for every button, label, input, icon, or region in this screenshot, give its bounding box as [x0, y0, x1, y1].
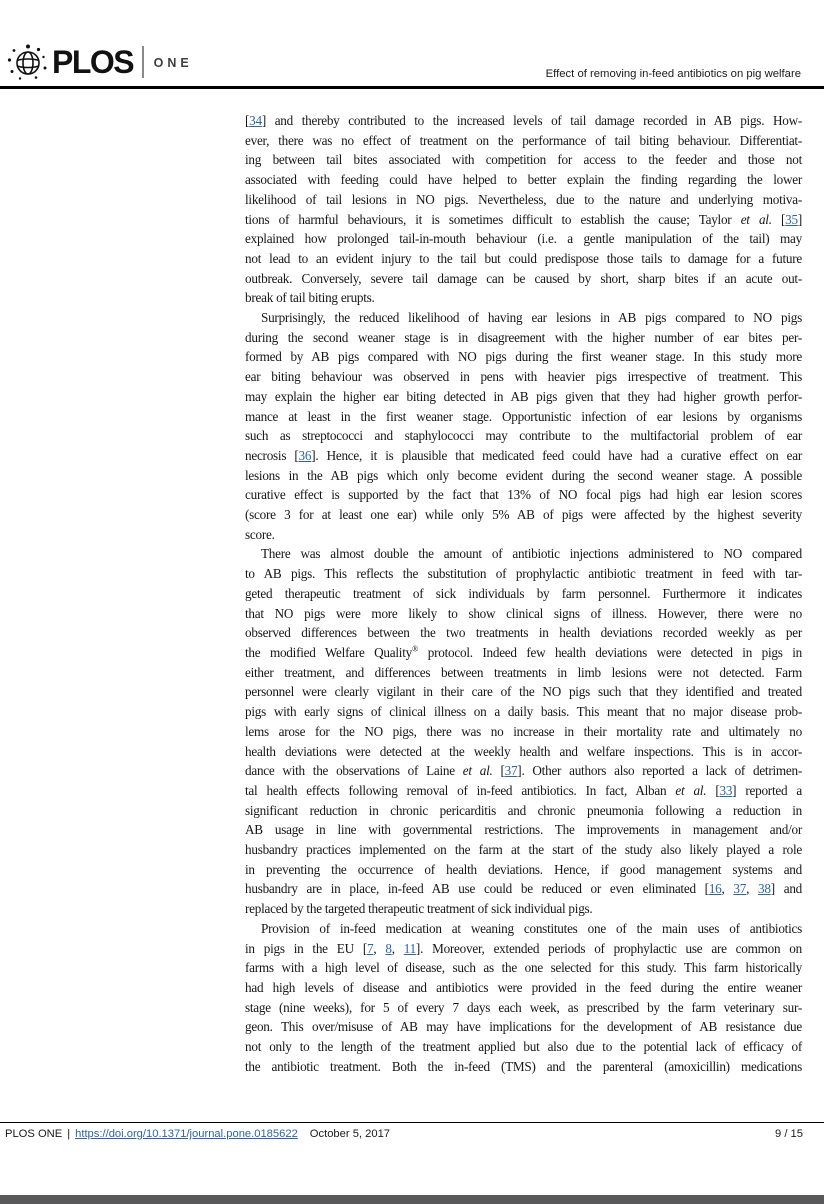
body-text: pigs with early signs of clinical illness on a daily basis. This meant that no major disease prob-: [245, 704, 802, 720]
body-text: not only to the length of the treatment applied but also due to the potential lack of efficacy of: [245, 1039, 802, 1055]
body-text: in pigs in the EU [: [245, 940, 367, 956]
text-line: [245, 229, 802, 249]
body-text: ever, there was no effect of treatment on the performance of tail biting behaviour. Differentiat-: [245, 132, 802, 148]
text-line: [245, 919, 802, 939]
body-text: explained how prolonged tail-in-mouth behaviour (i.e. a gentle manipulation of the tail) may: [245, 231, 802, 247]
body-text: ,: [373, 940, 386, 956]
body-text: farms with a high level of disease, such as the one selected for this study. This farm historically: [245, 960, 802, 976]
reference-link[interactable]: 37: [504, 763, 518, 779]
body-text: ing between tail bites associated with competition for access to the feeder and those not: [245, 152, 802, 168]
body-text: curative effect is supported by the fact that 13% of NO focal pigs had high ear lesion scores: [245, 487, 802, 503]
text-line: [245, 308, 802, 328]
body-text: likelihood of tail lesions in NO pigs. Nevertheless, due to the nature and underlying motiva-: [245, 191, 802, 207]
reference-link[interactable]: 16: [708, 881, 722, 897]
text-line: [245, 387, 802, 407]
text-line: [245, 525, 802, 545]
body-text: dance with the observations of Laine: [245, 763, 463, 779]
body-text: ,: [391, 940, 404, 956]
text-line: [245, 544, 802, 564]
text-line: [245, 604, 802, 624]
text-line: [245, 860, 802, 880]
text-line: [245, 801, 802, 821]
text-line: [245, 1057, 802, 1077]
body-text: personnel were clearly vigilant in their care of the NO pigs such that they identified and treated: [245, 684, 802, 700]
brand-wordmark: PLOS: [52, 44, 134, 80]
text-line: [245, 781, 802, 801]
body-text: [: [492, 763, 505, 779]
body-text: break of tail biting erupts.: [245, 290, 375, 306]
reference-link[interactable]: 34: [249, 113, 262, 128]
body-text: Surprisingly, the reduced likelihood of having ear lesions in AB pigs compared to NO pigs: [261, 310, 802, 326]
body-text: during the second weaner stage is in disagreement with the higher number of ear bites per-: [245, 329, 802, 345]
body-text: ,: [746, 881, 759, 897]
reference-link[interactable]: 7: [366, 940, 374, 956]
body-text: ]. Moreover, extended periods of prophylactic use are common on: [415, 940, 802, 956]
body-text: [: [771, 211, 786, 227]
body-text: stage (nine weeks), for 5 of every 7 days each week, as prescribed by the farm veterinary sur-: [245, 999, 802, 1015]
text-line: [245, 288, 802, 308]
paragraph: [245, 919, 802, 1077]
text-line: [245, 643, 802, 663]
body-text: husbandry are in place, in-feed AB use could be reduced or even eliminated [: [245, 881, 709, 897]
reference-link[interactable]: 11: [403, 940, 416, 956]
body-text: associated with feeding could have helped to better explain the finding regarding the lower: [245, 172, 802, 188]
body-text: in preventing the occurrence of health deviations. Hence, if good management systems and: [245, 861, 802, 877]
italic-text: et al.: [462, 763, 493, 779]
reference-link[interactable]: 36: [298, 447, 312, 463]
body-text: tal health effects following removal of in-feed antibiotics. In fact, Alban: [245, 782, 676, 798]
body-text: mance at least in the first weaner stage. Opportunistic infection of ear lesions by organisms: [245, 408, 802, 424]
body-text: ] and thereby contributed to the increased levels of tail damage recorded in AB pigs. How-: [261, 113, 802, 128]
body-text: ] reported a: [732, 782, 802, 798]
text-line: [245, 1037, 802, 1057]
journal-name: ONE: [153, 56, 193, 70]
text-line: [245, 978, 802, 998]
text-line: [245, 564, 802, 584]
text-line: [245, 367, 802, 387]
text-line: [245, 1017, 802, 1037]
text-line: [245, 702, 802, 722]
body-text: such as streptococci and staphylococci may contribute to the multifactorial problem of ear: [245, 428, 802, 444]
italic-text: et al.: [675, 782, 707, 798]
text-line: [245, 210, 802, 230]
body-text: ,: [721, 881, 734, 897]
text-line: [245, 269, 802, 289]
article-body: [245, 111, 802, 1076]
body-text: geon. This over/misuse of AB may have implications for the development of AB resistance due: [245, 1019, 802, 1035]
running-head: Effect of removing in-feed antibiotics on pig welfare: [545, 68, 801, 80]
body-text: ear biting behaviour was observed in pens with heavier pigs irrespective of treatment. This: [245, 369, 802, 385]
text-line: [245, 840, 802, 860]
body-text: observed differences between the two treatments in health deviations recorded weekly as per: [245, 625, 802, 641]
text-line: [245, 150, 802, 170]
text-line: [245, 170, 802, 190]
body-text: tions of harmful behaviours, it is sometimes difficult to establish the cause; Taylor: [245, 211, 741, 227]
text-line: [245, 485, 802, 505]
text-line: [245, 722, 802, 742]
body-text: ]. Other authors also reported a lack of detrimen-: [517, 763, 802, 779]
text-line: [245, 998, 802, 1018]
body-text: either treatment, and differences between treatments in limb lesions were not detected. Farm: [245, 664, 802, 680]
reference-link[interactable]: 35: [785, 211, 798, 227]
text-line: [245, 742, 802, 762]
text-line: [245, 761, 802, 781]
text-line: [245, 958, 802, 978]
doi-link[interactable]: https://doi.org/10.1371/journal.pone.0185622: [75, 1128, 298, 1140]
body-text: lesions in the AB pigs which only become evident during the second weaner stage. A possible: [245, 467, 802, 483]
body-text: score.: [245, 526, 275, 542]
footer: [5, 1128, 803, 1140]
body-text: that NO pigs were more likely to show clinical signs of illness. However, there were no: [245, 605, 802, 621]
body-text: necrosis [: [245, 447, 299, 463]
text-line: [245, 879, 802, 899]
footer-rule: [0, 1122, 824, 1123]
body-text: may explain the higher ear biting detected in AB pigs given that they had higher growth perfor-: [245, 388, 802, 404]
text-line: [245, 820, 802, 840]
text-line: [245, 190, 802, 210]
body-text: formed by AB pigs compared with NO pigs during the first weaner stage. In this study more: [245, 349, 802, 365]
body-text: [: [706, 782, 720, 798]
italic-text: et al.: [740, 211, 772, 227]
body-text: ] and: [770, 881, 803, 897]
text-line: [245, 111, 802, 131]
reference-link[interactable]: 37: [733, 881, 747, 897]
text-line: [245, 131, 802, 151]
paragraph: [245, 544, 802, 918]
header-rule: [0, 86, 824, 89]
body-text: husbandry practices implemented on the farm at the start of the study also likely played a role: [245, 842, 802, 858]
header: [6, 38, 801, 88]
body-text: There was almost double the amount of antibiotic injections administered to NO compared: [261, 546, 802, 562]
body-text: [: [245, 113, 250, 128]
text-line: [245, 899, 802, 919]
body-text: lems arose for the NO pigs, there was no increase in their mortality rate and ultimately no: [245, 723, 802, 739]
body-text: to AB pigs. This reflects the substitution of prophylactic antibiotic treatment in feed with tar-: [245, 566, 802, 582]
body-text: outbreak. Conversely, severe tail damage can be caused by short, sharp bites if an acute out-: [245, 270, 802, 286]
body-text: replaced by the targeted therapeutic treatment of sick individual pigs.: [245, 901, 593, 917]
body-text: ]. Hence, it is plausible that medicated feed could have had a curative effect on ear: [311, 447, 802, 463]
text-line: [245, 347, 802, 367]
body-text: (score 3 for at least one ear) while only 5% AB of pigs were affected by the highest severity: [245, 507, 802, 523]
body-text: significant reduction in chronic pericarditis and chronic pneumonia following a reduction in: [245, 802, 802, 818]
body-text: had high levels of disease and antibiotics were provided in the feed during the entire weaner: [245, 979, 802, 995]
reference-link[interactable]: 33: [719, 782, 733, 798]
footer-journal: PLOS ONE: [5, 1128, 63, 1140]
body-text: not lead to an evident injury to the tail but could predispose those tails to damage for a future: [245, 250, 802, 266]
footer-date: October 5, 2017: [309, 1128, 391, 1140]
text-line: [245, 663, 802, 683]
reference-link[interactable]: 38: [758, 881, 771, 897]
text-line: [245, 446, 802, 466]
text-line: [245, 939, 802, 959]
text-line: [245, 328, 802, 348]
body-text: the antibiotic treatment. Both the in-feed (TMS) and the parenteral (amoxicillin) medications: [245, 1058, 802, 1074]
paragraph: [245, 111, 802, 308]
body-text: health deviations were detected at the weekly health and welfare inspections. This is in accor-: [245, 743, 802, 759]
plos-globe-icon: [6, 40, 50, 84]
brand-divider: [142, 46, 144, 78]
text-line: [245, 505, 802, 525]
reference-link[interactable]: 8: [385, 940, 392, 956]
text-line: [245, 584, 802, 604]
body-text: geted therapeutic treatment of sick individuals by farm personnel. Furthermore it indicates: [245, 585, 802, 601]
body-text: Provision of in-feed medication at weaning constitutes one of the main uses of antibiotics: [261, 920, 802, 936]
body-text: protocol. Indeed few health deviations were detected in pigs in: [418, 644, 802, 660]
registered-trademark-symbol: ®: [411, 644, 419, 654]
text-line: [245, 623, 802, 643]
paragraph: [245, 308, 802, 544]
body-text: AB usage in line with governmental restrictions. The improvements in management and/or: [245, 822, 802, 838]
footer-separator: |: [67, 1128, 71, 1140]
bottom-bar: [0, 1195, 824, 1204]
text-line: [245, 466, 802, 486]
text-line: [245, 682, 802, 702]
text-line: [245, 426, 802, 446]
body-text: ]: [797, 211, 802, 227]
body-text: the modified Welfare Quality: [245, 644, 412, 660]
text-line: [245, 249, 802, 269]
page-number: 9 / 15: [775, 1128, 803, 1140]
text-line: [245, 407, 802, 427]
